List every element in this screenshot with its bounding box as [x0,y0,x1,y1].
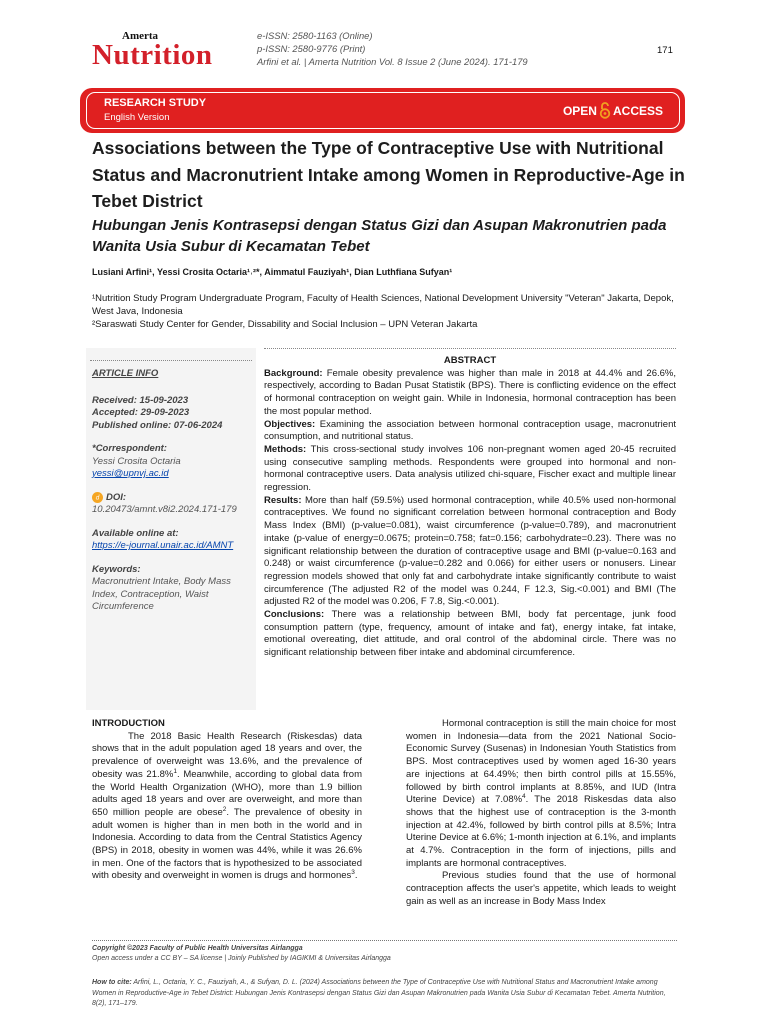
info-divider [90,360,252,361]
intro-paragraph-3: Previous studies found that the use of hormonal contraception affects the user's appetite, which leads to weight gain as well as an increase in Body Mass Index [406,870,676,907]
intro-paragraph-1: The 2018 Basic Health Research (Riskesdas) data shows that in the adult population aged 18 years and over, the prevalence of overweight was 13.6%, and the prevalence of obesity was 21.8%$^1$. Meanwhile, according to global data from the World Health Organization (WHO), more than 1.9 billion adults aged 18 years and over are overweight, and more than 650 million people are obese$^2$. The prevalence of obesity in adult women is higher than in men both in the world and in Indonesia. According to data from the Central Statistics Agency (BPS) in 2018, obesity in women was 44%, while it was 26.6% in men. One of the factors that is hypothesized to be associated with obesity and overweight in women is drugs and hormones$^3$. [92,730,362,882]
received-date: Received: 15-09-2023 [92,394,189,406]
copyright-text: Copyright ©2023 Faculty of Public Health Universitas Airlangga [92,945,303,952]
citation-line: Arfini et al. | Amerta Nutrition Vol. 8 Issue 2 (June 2024). 171-179 [257,56,528,67]
keywords-label: Keywords: [92,563,141,575]
article-title: Associations between the Type of Contraceptive Use with Nutritional Status and Macronutrient Intake among Women in Reproductive-Age in Tebet District [92,138,685,211]
article-info [92,368,250,614]
e-issn: e-ISSN: 2580-1163 (Online) [257,30,373,41]
abstract [264,355,676,660]
body-column-left [92,718,362,883]
intro-paragraph-2: Hormonal contraception is still the main choice for most women in Indonesia—data from the 2021 National Socio-Economic Survey (Susenas) in Indonesian Youth Statistics from BPS. Most contraceptives used by women aged 16-30 years are injections at 64.49%; then birth control pills at 15.55%, followed by birth control implants at 8.85%, and IUD (Intra Uterine Device) at 7.08%$^4$. The 2018 Riskesdas data also shows that the highest use of contraception is the 3-month injection at 42.4%, followed by birth control pills at 8.5%; Intra Uterine Device at 6.6%; 1-month injection at 6.1%, and implants at 4.7%. Contraception in the form of injections, pills and implants are hormonal contraceptives. [406,718,676,869]
journal-logo [92,30,252,72]
introduction-heading: INTRODUCTION [92,718,165,729]
available-online-label: Available online at: [92,527,179,539]
abstract-heading: ABSTRACT [443,355,497,366]
journal-issn-block [257,29,528,68]
correspondent-label: *Correspondent: [92,443,167,454]
body-column-right [406,718,676,909]
article-language: English Version [104,112,170,123]
how-to-cite: How to cite: Arfini, L., Octaria, Y. C., Fauziyah, A., & Sufyan, D. L. (2024) Associations between the Type of Contraceptive Use with Nutritional Status and Macronutrient Intake among Women in Reproductive-Age in Tebet District: Hubungan Jenis Kontrasepsi dengan Status Gizi dan Asupan Makronutrien pada Wanita Usia Subur di Kecamatan Tebet. Amerta Nutrition, 8(2), 171–179. [92,979,666,1007]
footer-divider [92,940,677,941]
article-subtitle: Hubungan Jenis Kontrasepsi dengan Status Gizi dan Asupan Makronutrien pada Wanita Usia Subur di Kecamatan Tebet [92,217,667,255]
abstract-conclusions: Conclusions: There was a relationship between BMI, body fat percentage, junk food consumption pattern (type, frequency, amount of intake and fat), energy intake, fat intake, emotional overeating, diet attitude, and oral control of the abdominal circle. There was no significant relationship between fiber intake and abdominal circumference. [264,609,676,659]
doi-value: 10.20473/amnt.v8i2.2024.171-179 [92,504,237,515]
published-date: Published online: 07-06-2024 [92,419,223,431]
doi-icon [92,492,103,503]
doi-row [92,492,250,505]
logo-nutrition-text: Nutrition [92,39,213,71]
doi-label: DOI: [106,491,127,503]
accepted-date: Accepted: 29-09-2023 [92,407,190,418]
correspondent-name: Yessi Crosita Octaria [92,455,181,467]
svg-text:d: d [95,494,100,502]
article-type: RESEARCH STUDY [104,97,207,109]
keywords: Macronutrient Intake, Body Mass Index, Contraception, Waist Circumference [92,576,231,612]
license-text: Open access under a CC BY – SA license | Joinly Published by IAGIKMI & Universitas Airlangga [92,955,391,962]
journal-url-link[interactable]: https://e-journal.unair.ac.id/AMNT [92,540,234,551]
affiliations [92,292,682,331]
p-issn: p-ISSN: 2580-9776 (Print) [257,43,366,54]
abstract-background: Background: Female obesity prevalence was higher than male in 2018 at 44.4% and 26.6%, respectively, according to Badan Pusat Statistik (BPS). There is conflicting evidence on the effect of hormonal contraception on weight gain. While in Indonesia, hormonal contraception has been the most popular method. [264,367,676,417]
access-text: ACCESS [612,103,663,118]
open-text: OPEN [562,103,597,118]
correspondent-email-link[interactable]: yessi@upnvj.ac.id [92,468,169,479]
logo-amerta-text: Amerta [122,30,159,42]
author-list: Lusiani Arfini¹, Yessi Crosita Octaria¹˒²*, Aimmatul Fauziyah¹, Dian Luthfiana Sufyan¹ [92,267,453,277]
abstract-objectives: Objectives: Examining the association between hormonal contraception usage, macronutrient consumption, and nutritional status. [264,418,676,443]
affiliation-1: ¹Nutrition Study Program Undergraduate Program, Faculty of Health Sciences, National Development University "Veteran" Jakarta, Depok, West Java, Indonesia [92,293,674,317]
abstract-results: Results: More than half (59.5%) used hormonal contraception, while 40.5% used non-hormonal contraceptives. We found no significant correlation between hormonal contraception and Body Mass Index (BMI) (p-value=0.081), waist circumference (p-value=0.789), and macronutrient intake (p-value of energy=0.0675; protein=0.758; fat=0.156; carbohydrate=0.23). There was no significant relationship between the duration of contraceptive usage and BMI (p-value=0.163 and 0.248) or waist circumference (p-value=0.282 and 0.066) for either users or nonusers. Linear regression models showed that only fat and carbohydrate intake significantly contribute to waist circumference (The adjusted R2 of the model was 0.244, F 12.3, Sig.<0.001) and BMI (The adjusted R2 of the model was 0.206, F 7.8, Sig.<0.001). [264,494,676,608]
copyright-block [92,944,391,964]
affiliation-2: ²Saraswati Study Center for Gender, Dissability and Social Inclusion – UPN Veteran Jakarta [92,319,478,330]
abstract-methods: Methods: This cross-sectional study involves 106 non-pregnant women aged 20-45 recruited using consecutive sampling methods. Respondents were grouped into hormonal and non-hormonal contraceptive users. Data analysis utilized chi-square, Fischer exact and multiple linear regression. [264,443,676,494]
page-number: 171 [657,45,673,56]
article-info-heading: ARTICLE INFO [92,368,159,379]
abstract-divider [264,348,676,349]
banner-inner-border [86,92,680,129]
